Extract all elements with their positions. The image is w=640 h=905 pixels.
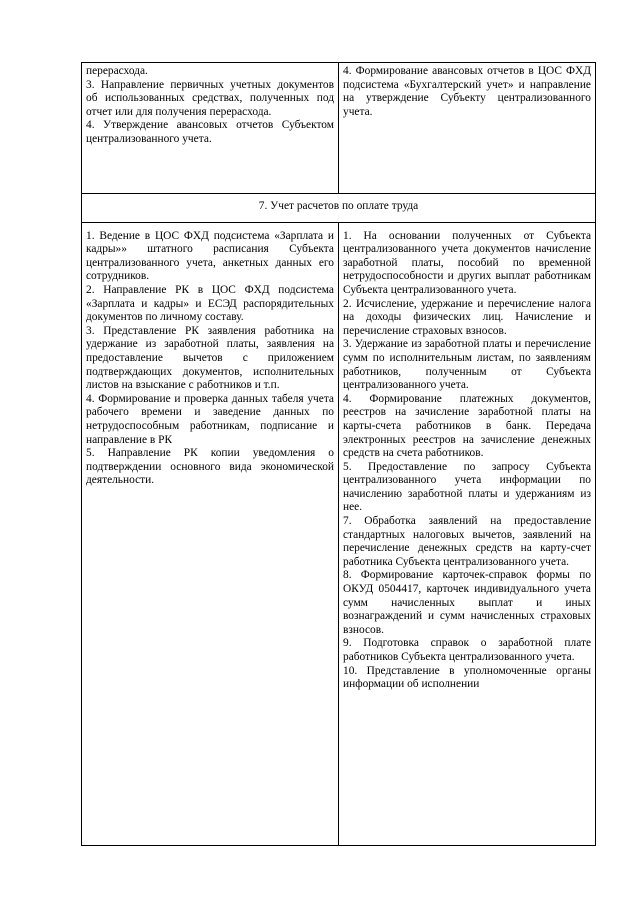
paragraph: 7. Обработка заявлений на предоставление стандартных налоговых вычетов, заявлений на перечисление денежных средств на карту-счет работника Субъекта централизованного учета. <box>343 515 591 568</box>
paragraph: 3. Направление первичных учетных документов об использованных средствах, полученных под отчет или для получения перерасхода. <box>86 78 334 118</box>
paragraph: 10. Представление в уполномоченные органы информации об исполнении <box>343 664 591 691</box>
paragraph: 4. Формирование платежных документов, реестров на зачисление заработной платы на карты-счета работников в банк. Передача электронных реестров на зачисление денежных средств на счета работников. <box>343 392 591 460</box>
responsibility-table <box>81 62 596 846</box>
table-row <box>82 63 596 194</box>
paragraph: 5. Предоставление по запросу Субъекта централизованного учета информации по начислению заработной платы и удержаниям из нее. <box>343 460 591 514</box>
table-row <box>82 222 596 845</box>
paragraph: 3. Представление РК заявления работника на удержание из заработной платы, заявления на предоставление вычетов с приложением подтверждающих документов, исполнительных листов на взыскание с работников и т.п. <box>86 324 334 392</box>
paragraph: 1. На основании полученных от Субъекта централизованного учета документов начисление заработной платы, пособий по временной нетрудоспособности и других выплат работникам Субъекта централизованного учета. <box>343 229 591 296</box>
table-row <box>82 194 596 223</box>
paragraph: 4. Утверждение авансовых отчетов Субъектом централизованного учета. <box>86 119 334 145</box>
paragraph: 4. Формирование авансовых отчетов в ЦОС ФХД подсистема «Бухгалтерский учет» и направление на утверждение Субъекту централизованного учета. <box>343 65 591 118</box>
bottom-left-cell <box>82 222 339 845</box>
paragraph: 4. Формирование и проверка данных табеля учета рабочего времени и заведение данных по нетрудоспособным работникам, подписание и направление в РК <box>86 392 334 446</box>
paragraph: 3. Удержание из заработной платы и перечисление сумм по исполнительным листам, по заявлениям работников, полученным от Субъекта централизованного учета. <box>343 338 591 392</box>
section-heading: 7. Учет расчетов по оплате труда <box>82 194 596 223</box>
paragraph: 1. Ведение в ЦОС ФХД подсистема «Зарплата и кадры»» штатного расписания Субъекта централизованного учета, анкетных данных его сотрудников. <box>86 229 334 283</box>
top-right-cell <box>339 63 596 194</box>
paragraph: 9. Подготовка справок о заработной плате работников Субъекта централизованного учета. <box>343 637 591 663</box>
paragraph: 8. Формирование карточек-справок формы по ОКУД 0504417, карточек индивидуального учета сумм начисленных выплат и иных вознаграждений и сумм начисленных страховых взносов. <box>343 569 591 636</box>
paragraph: 5. Направление РК копии уведомления о подтверждении основного вида экономической деятельности. <box>86 447 334 487</box>
bottom-right-cell <box>339 222 596 845</box>
paragraph: 2. Исчисление, удержание и перечисление налога на доходы физических лиц. Начисление и перечисление страховых взносов. <box>343 297 591 337</box>
paragraph: 2. Направление РК в ЦОС ФХД подсистема «Зарплата и кадры» и ЕСЭД распорядительных документов по личному составу. <box>86 283 334 324</box>
paragraph: перерасхода. <box>86 65 148 77</box>
top-left-cell <box>82 63 339 194</box>
